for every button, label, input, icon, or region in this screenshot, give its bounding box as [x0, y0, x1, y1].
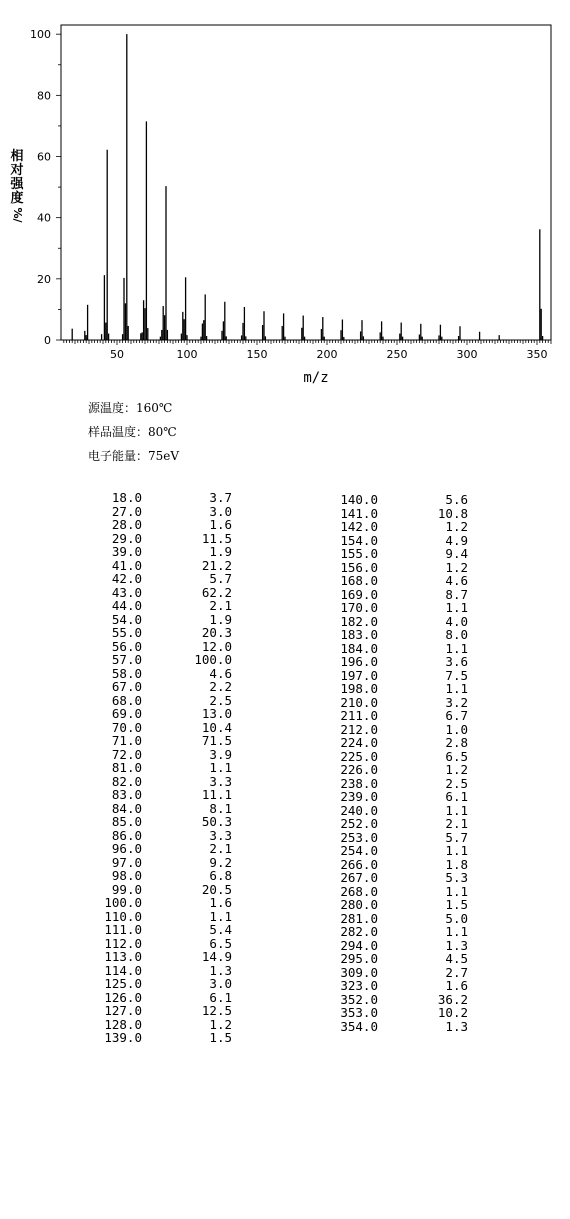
table-row — [330, 534, 468, 548]
mz-value: 266.0 — [340, 856, 378, 872]
relative-intensity-value: 10.4 — [201, 719, 232, 735]
mz-value: 81.0 — [111, 760, 142, 775]
relative-intensity-value: 1.2 — [445, 519, 468, 534]
relative-intensity-value: 2.1 — [209, 598, 232, 613]
relative-intensity-value: 13.0 — [201, 706, 232, 721]
mz-value: 282.0 — [340, 924, 378, 939]
table-row — [94, 977, 232, 991]
relative-intensity-value: 2.5 — [445, 775, 468, 791]
relative-intensity-value: 10.8 — [437, 505, 468, 521]
table-row — [94, 869, 232, 883]
relative-intensity-value: 3.3 — [209, 773, 232, 789]
table-row — [330, 993, 468, 1007]
table-row — [94, 545, 232, 559]
mz-value: 72.0 — [111, 746, 142, 762]
relative-intensity-value: 1.8 — [445, 856, 468, 872]
table-row — [94, 802, 232, 816]
relative-intensity-value: 1.1 — [445, 843, 468, 858]
relative-intensity-value: 1.1 — [209, 760, 232, 775]
relative-intensity-value: 12.0 — [201, 638, 232, 654]
table-row — [94, 572, 232, 586]
table-row — [330, 804, 468, 818]
mz-value: 253.0 — [340, 829, 378, 845]
mz-value: 97.0 — [111, 854, 142, 870]
table-row — [330, 831, 468, 845]
mz-value: 211.0 — [340, 708, 378, 723]
mz-value: 142.0 — [340, 519, 378, 534]
relative-intensity-value: 6.8 — [209, 868, 232, 883]
x-tick-label: 250 — [386, 348, 408, 361]
mz-value: 70.0 — [111, 719, 142, 735]
table-row — [330, 601, 468, 615]
x-axis-label: m/z — [303, 370, 329, 386]
mz-value: 44.0 — [111, 598, 142, 613]
y-tick-label: 60 — [37, 150, 51, 164]
table-row — [330, 709, 468, 723]
mz-value: 352.0 — [340, 991, 378, 1007]
mz-value: 184.0 — [340, 640, 378, 656]
relative-intensity-value: 20.5 — [201, 881, 232, 897]
mz-value: 268.0 — [340, 883, 378, 899]
relative-intensity-value: 5.0 — [445, 910, 468, 926]
table-row — [330, 615, 468, 629]
relative-intensity-value: 1.1 — [445, 640, 468, 656]
electron-energy: 电子能量：75eV — [88, 449, 180, 463]
mz-value: 114.0 — [104, 962, 142, 978]
mz-value: 27.0 — [111, 503, 142, 519]
table-row — [330, 898, 468, 912]
table-row — [94, 640, 232, 654]
table-row — [94, 964, 232, 978]
source-temperature: 源温度：160℃ — [88, 401, 173, 415]
relative-intensity-value: 1.3 — [209, 962, 232, 978]
relative-intensity-value: 3.3 — [209, 827, 232, 843]
mz-value: 41.0 — [111, 557, 142, 573]
experiment-conditions — [88, 396, 179, 468]
table-row — [94, 842, 232, 856]
relative-intensity-value: 8.7 — [445, 586, 468, 602]
table-row — [330, 669, 468, 683]
table-row — [94, 653, 232, 667]
mz-value: 55.0 — [111, 625, 142, 640]
mz-value: 71.0 — [111, 733, 142, 748]
table-row — [94, 1031, 232, 1045]
mz-value: 68.0 — [111, 692, 142, 708]
table-row — [330, 939, 468, 953]
y-axis-label — [9, 150, 25, 222]
relative-intensity-value: 62.2 — [201, 584, 232, 600]
relative-intensity-value: 1.2 — [209, 1016, 232, 1032]
relative-intensity-value: 6.1 — [445, 789, 468, 804]
relative-intensity-value: 14.9 — [201, 949, 232, 964]
table-row — [94, 626, 232, 640]
mz-value: 96.0 — [111, 841, 142, 856]
table-row — [94, 991, 232, 1005]
relative-intensity-value: 11.5 — [201, 530, 232, 546]
table-row — [94, 1018, 232, 1032]
sample-temperature: 样品温度：80℃ — [88, 425, 177, 439]
mz-value: 226.0 — [340, 762, 378, 777]
mz-value: 140.0 — [340, 492, 378, 507]
relative-intensity-value: 1.9 — [209, 544, 232, 559]
table-row — [330, 520, 468, 534]
table-row — [330, 574, 468, 588]
table-row — [94, 937, 232, 951]
mz-value: 54.0 — [111, 611, 142, 627]
mz-value: 197.0 — [340, 667, 378, 683]
mz-value: 127.0 — [104, 1003, 142, 1018]
x-tick-label: 100 — [176, 348, 198, 361]
relative-intensity-value: 3.2 — [445, 694, 468, 710]
relative-intensity-value: 6.5 — [445, 748, 468, 764]
table-row — [330, 655, 468, 669]
table-row — [94, 586, 232, 600]
y-axis-label-unit: %/ — [11, 207, 24, 223]
relative-intensity-value: 1.5 — [445, 897, 468, 912]
mz-value: 100.0 — [104, 895, 142, 910]
mz-value: 182.0 — [340, 613, 378, 629]
mz-value: 128.0 — [104, 1016, 142, 1032]
relative-intensity-value: 36.2 — [437, 991, 468, 1007]
y-tick-label: 80 — [37, 89, 51, 103]
table-row — [330, 736, 468, 750]
relative-intensity-value: 8.1 — [209, 800, 232, 816]
relative-intensity-value: 4.0 — [445, 613, 468, 629]
mz-value: 141.0 — [340, 505, 378, 521]
mz-value: 353.0 — [340, 1005, 378, 1020]
mz-value: 99.0 — [111, 881, 142, 897]
table-row — [330, 871, 468, 885]
y-tick-label: 40 — [37, 211, 51, 225]
mz-value: 110.0 — [104, 908, 142, 924]
mz-value: 111.0 — [104, 922, 142, 937]
table-row — [94, 667, 232, 681]
table-row — [94, 815, 232, 829]
table-row — [94, 829, 232, 843]
relative-intensity-value: 7.5 — [445, 667, 468, 683]
mz-value: 98.0 — [111, 868, 142, 883]
table-row — [94, 788, 232, 802]
mz-value: 43.0 — [111, 584, 142, 600]
table-row — [94, 721, 232, 735]
mz-value: 198.0 — [340, 681, 378, 696]
table-row — [330, 696, 468, 710]
mz-value: 295.0 — [340, 951, 378, 966]
table-row — [94, 896, 232, 910]
mz-value: 254.0 — [340, 843, 378, 858]
relative-intensity-value: 1.9 — [209, 611, 232, 627]
relative-intensity-value: 9.4 — [445, 546, 468, 561]
mz-value: 169.0 — [340, 586, 378, 602]
relative-intensity-value: 4.5 — [445, 951, 468, 966]
relative-intensity-value: 12.5 — [201, 1003, 232, 1018]
table-row — [330, 723, 468, 737]
mz-value: 86.0 — [111, 827, 142, 843]
table-row — [330, 790, 468, 804]
relative-intensity-value: 1.5 — [209, 1030, 232, 1045]
relative-intensity-value: 71.5 — [201, 733, 232, 748]
x-tick-label: 50 — [110, 348, 124, 361]
relative-intensity-value: 5.7 — [209, 571, 232, 586]
y-tick-label: 100 — [30, 28, 51, 42]
relative-intensity-value: 5.7 — [445, 829, 468, 845]
mz-value: 56.0 — [111, 638, 142, 654]
y-tick-label: 20 — [37, 272, 51, 286]
mz-value: 323.0 — [340, 978, 378, 993]
table-row — [330, 507, 468, 521]
table-row — [94, 748, 232, 762]
table-row — [330, 1020, 468, 1034]
relative-intensity-value: 3.6 — [445, 654, 468, 669]
table-row — [330, 817, 468, 831]
relative-intensity-value: 1.2 — [445, 559, 468, 575]
table-row — [94, 761, 232, 775]
mz-value: 155.0 — [340, 546, 378, 561]
relative-intensity-value: 2.8 — [445, 735, 468, 750]
relative-intensity-value: 5.6 — [445, 492, 468, 507]
relative-intensity-value: 1.6 — [209, 895, 232, 910]
relative-intensity-value: 2.5 — [209, 692, 232, 708]
mz-value: 354.0 — [340, 1018, 378, 1034]
mz-value: 224.0 — [340, 735, 378, 750]
table-row — [94, 734, 232, 748]
table-row — [330, 628, 468, 642]
table-row — [94, 950, 232, 964]
relative-intensity-value: 4.6 — [445, 573, 468, 588]
mz-value: 196.0 — [340, 654, 378, 669]
table-row — [330, 750, 468, 764]
mz-value: 112.0 — [104, 935, 142, 951]
table-row — [94, 883, 232, 897]
table-row — [330, 547, 468, 561]
table-row — [94, 505, 232, 519]
table-row — [94, 694, 232, 708]
y-axis-label-text: 相对强度 — [10, 149, 24, 206]
mz-value: 84.0 — [111, 800, 142, 816]
table-row — [330, 642, 468, 656]
mz-value: 309.0 — [340, 964, 378, 980]
mz-value: 39.0 — [111, 544, 142, 559]
relative-intensity-value: 6.5 — [209, 935, 232, 951]
x-tick-label: 150 — [246, 348, 268, 361]
table-row — [330, 912, 468, 926]
mz-value: 294.0 — [340, 937, 378, 953]
peak-table-right — [330, 493, 468, 1033]
mz-value: 183.0 — [340, 627, 378, 642]
mz-value: 225.0 — [340, 748, 378, 764]
mz-value: 168.0 — [340, 573, 378, 588]
relative-intensity-value: 3.0 — [209, 503, 232, 519]
table-row — [330, 493, 468, 507]
table-row — [94, 613, 232, 627]
relative-intensity-value: 1.0 — [445, 721, 468, 737]
mz-value: 170.0 — [340, 600, 378, 615]
table-row — [94, 856, 232, 870]
relative-intensity-value: 4.6 — [209, 665, 232, 681]
relative-intensity-value: 3.0 — [209, 976, 232, 991]
relative-intensity-value: 2.7 — [445, 964, 468, 980]
mz-value: 212.0 — [340, 721, 378, 737]
relative-intensity-value: 20.3 — [201, 625, 232, 640]
table-row — [94, 923, 232, 937]
table-row — [330, 858, 468, 872]
table-row — [330, 925, 468, 939]
mz-value: 267.0 — [340, 870, 378, 885]
relative-intensity-value: 2.1 — [209, 841, 232, 856]
mz-value: 240.0 — [340, 802, 378, 818]
plot-frame — [61, 25, 551, 340]
relative-intensity-value: 3.9 — [209, 746, 232, 762]
relative-intensity-value: 8.0 — [445, 627, 468, 642]
mz-value: 42.0 — [111, 571, 142, 586]
mz-value: 113.0 — [104, 949, 142, 964]
mz-value: 154.0 — [340, 532, 378, 548]
table-row — [330, 763, 468, 777]
relative-intensity-value: 1.1 — [209, 908, 232, 924]
mz-value: 58.0 — [111, 665, 142, 681]
mz-value: 280.0 — [340, 897, 378, 912]
mz-value: 18.0 — [111, 490, 142, 505]
mz-value: 67.0 — [111, 679, 142, 694]
mz-value: 139.0 — [104, 1030, 142, 1045]
x-tick-label: 200 — [316, 348, 338, 361]
mz-value: 83.0 — [111, 787, 142, 802]
relative-intensity-value: 11.1 — [201, 787, 232, 802]
mz-value: 239.0 — [340, 789, 378, 804]
relative-intensity-value: 1.1 — [445, 924, 468, 939]
relative-intensity-value: 1.3 — [445, 937, 468, 953]
table-row — [330, 885, 468, 899]
mz-value: 210.0 — [340, 694, 378, 710]
relative-intensity-value: 4.9 — [445, 532, 468, 548]
table-row — [94, 518, 232, 532]
mz-value: 85.0 — [111, 814, 142, 829]
mz-value: 281.0 — [340, 910, 378, 926]
relative-intensity-value: 1.1 — [445, 802, 468, 818]
table-row — [94, 559, 232, 573]
relative-intensity-value: 5.3 — [445, 870, 468, 885]
table-row — [330, 966, 468, 980]
relative-intensity-value: 9.2 — [209, 854, 232, 870]
relative-intensity-value: 50.3 — [201, 814, 232, 829]
relative-intensity-value: 10.2 — [437, 1005, 468, 1020]
table-row — [94, 775, 232, 789]
relative-intensity-value: 6.1 — [209, 989, 232, 1005]
table-row — [330, 1006, 468, 1020]
relative-intensity-value: 6.7 — [445, 708, 468, 723]
relative-intensity-value: 1.1 — [445, 883, 468, 899]
table-row — [330, 777, 468, 791]
table-row — [330, 979, 468, 993]
table-row — [94, 599, 232, 613]
table-row — [94, 680, 232, 694]
mz-value: 125.0 — [104, 976, 142, 991]
mz-value: 69.0 — [111, 706, 142, 721]
table-row — [330, 561, 468, 575]
table-row — [330, 682, 468, 696]
relative-intensity-value: 1.1 — [445, 600, 468, 615]
relative-intensity-value: 3.7 — [209, 490, 232, 505]
table-row — [94, 1004, 232, 1018]
mz-value: 238.0 — [340, 775, 378, 791]
table-row — [94, 532, 232, 546]
relative-intensity-value: 1.2 — [445, 762, 468, 777]
mz-value: 57.0 — [111, 652, 142, 667]
relative-intensity-value: 1.1 — [445, 681, 468, 696]
table-row — [330, 588, 468, 602]
table-row — [94, 707, 232, 721]
x-tick-label: 300 — [456, 348, 478, 361]
relative-intensity-value: 100.0 — [194, 652, 232, 667]
y-tick-label: 0 — [44, 334, 51, 347]
mz-value: 29.0 — [111, 530, 142, 546]
table-row — [94, 910, 232, 924]
table-row — [330, 844, 468, 858]
relative-intensity-value: 2.2 — [209, 679, 232, 694]
mz-value: 252.0 — [340, 816, 378, 831]
relative-intensity-value: 1.6 — [209, 517, 232, 532]
mz-value: 156.0 — [340, 559, 378, 575]
peak-table-left — [94, 491, 232, 1045]
table-row — [94, 491, 232, 505]
relative-intensity-value: 1.6 — [445, 978, 468, 993]
x-tick-label: 350 — [526, 348, 548, 361]
mass-spectrum-chart — [0, 0, 570, 390]
mz-value: 126.0 — [104, 989, 142, 1005]
table-row — [330, 952, 468, 966]
relative-intensity-value: 2.1 — [445, 816, 468, 831]
relative-intensity-value: 1.3 — [445, 1018, 468, 1034]
relative-intensity-value: 5.4 — [209, 922, 232, 937]
mz-value: 82.0 — [111, 773, 142, 789]
relative-intensity-value: 21.2 — [201, 557, 232, 573]
mz-value: 28.0 — [111, 517, 142, 532]
